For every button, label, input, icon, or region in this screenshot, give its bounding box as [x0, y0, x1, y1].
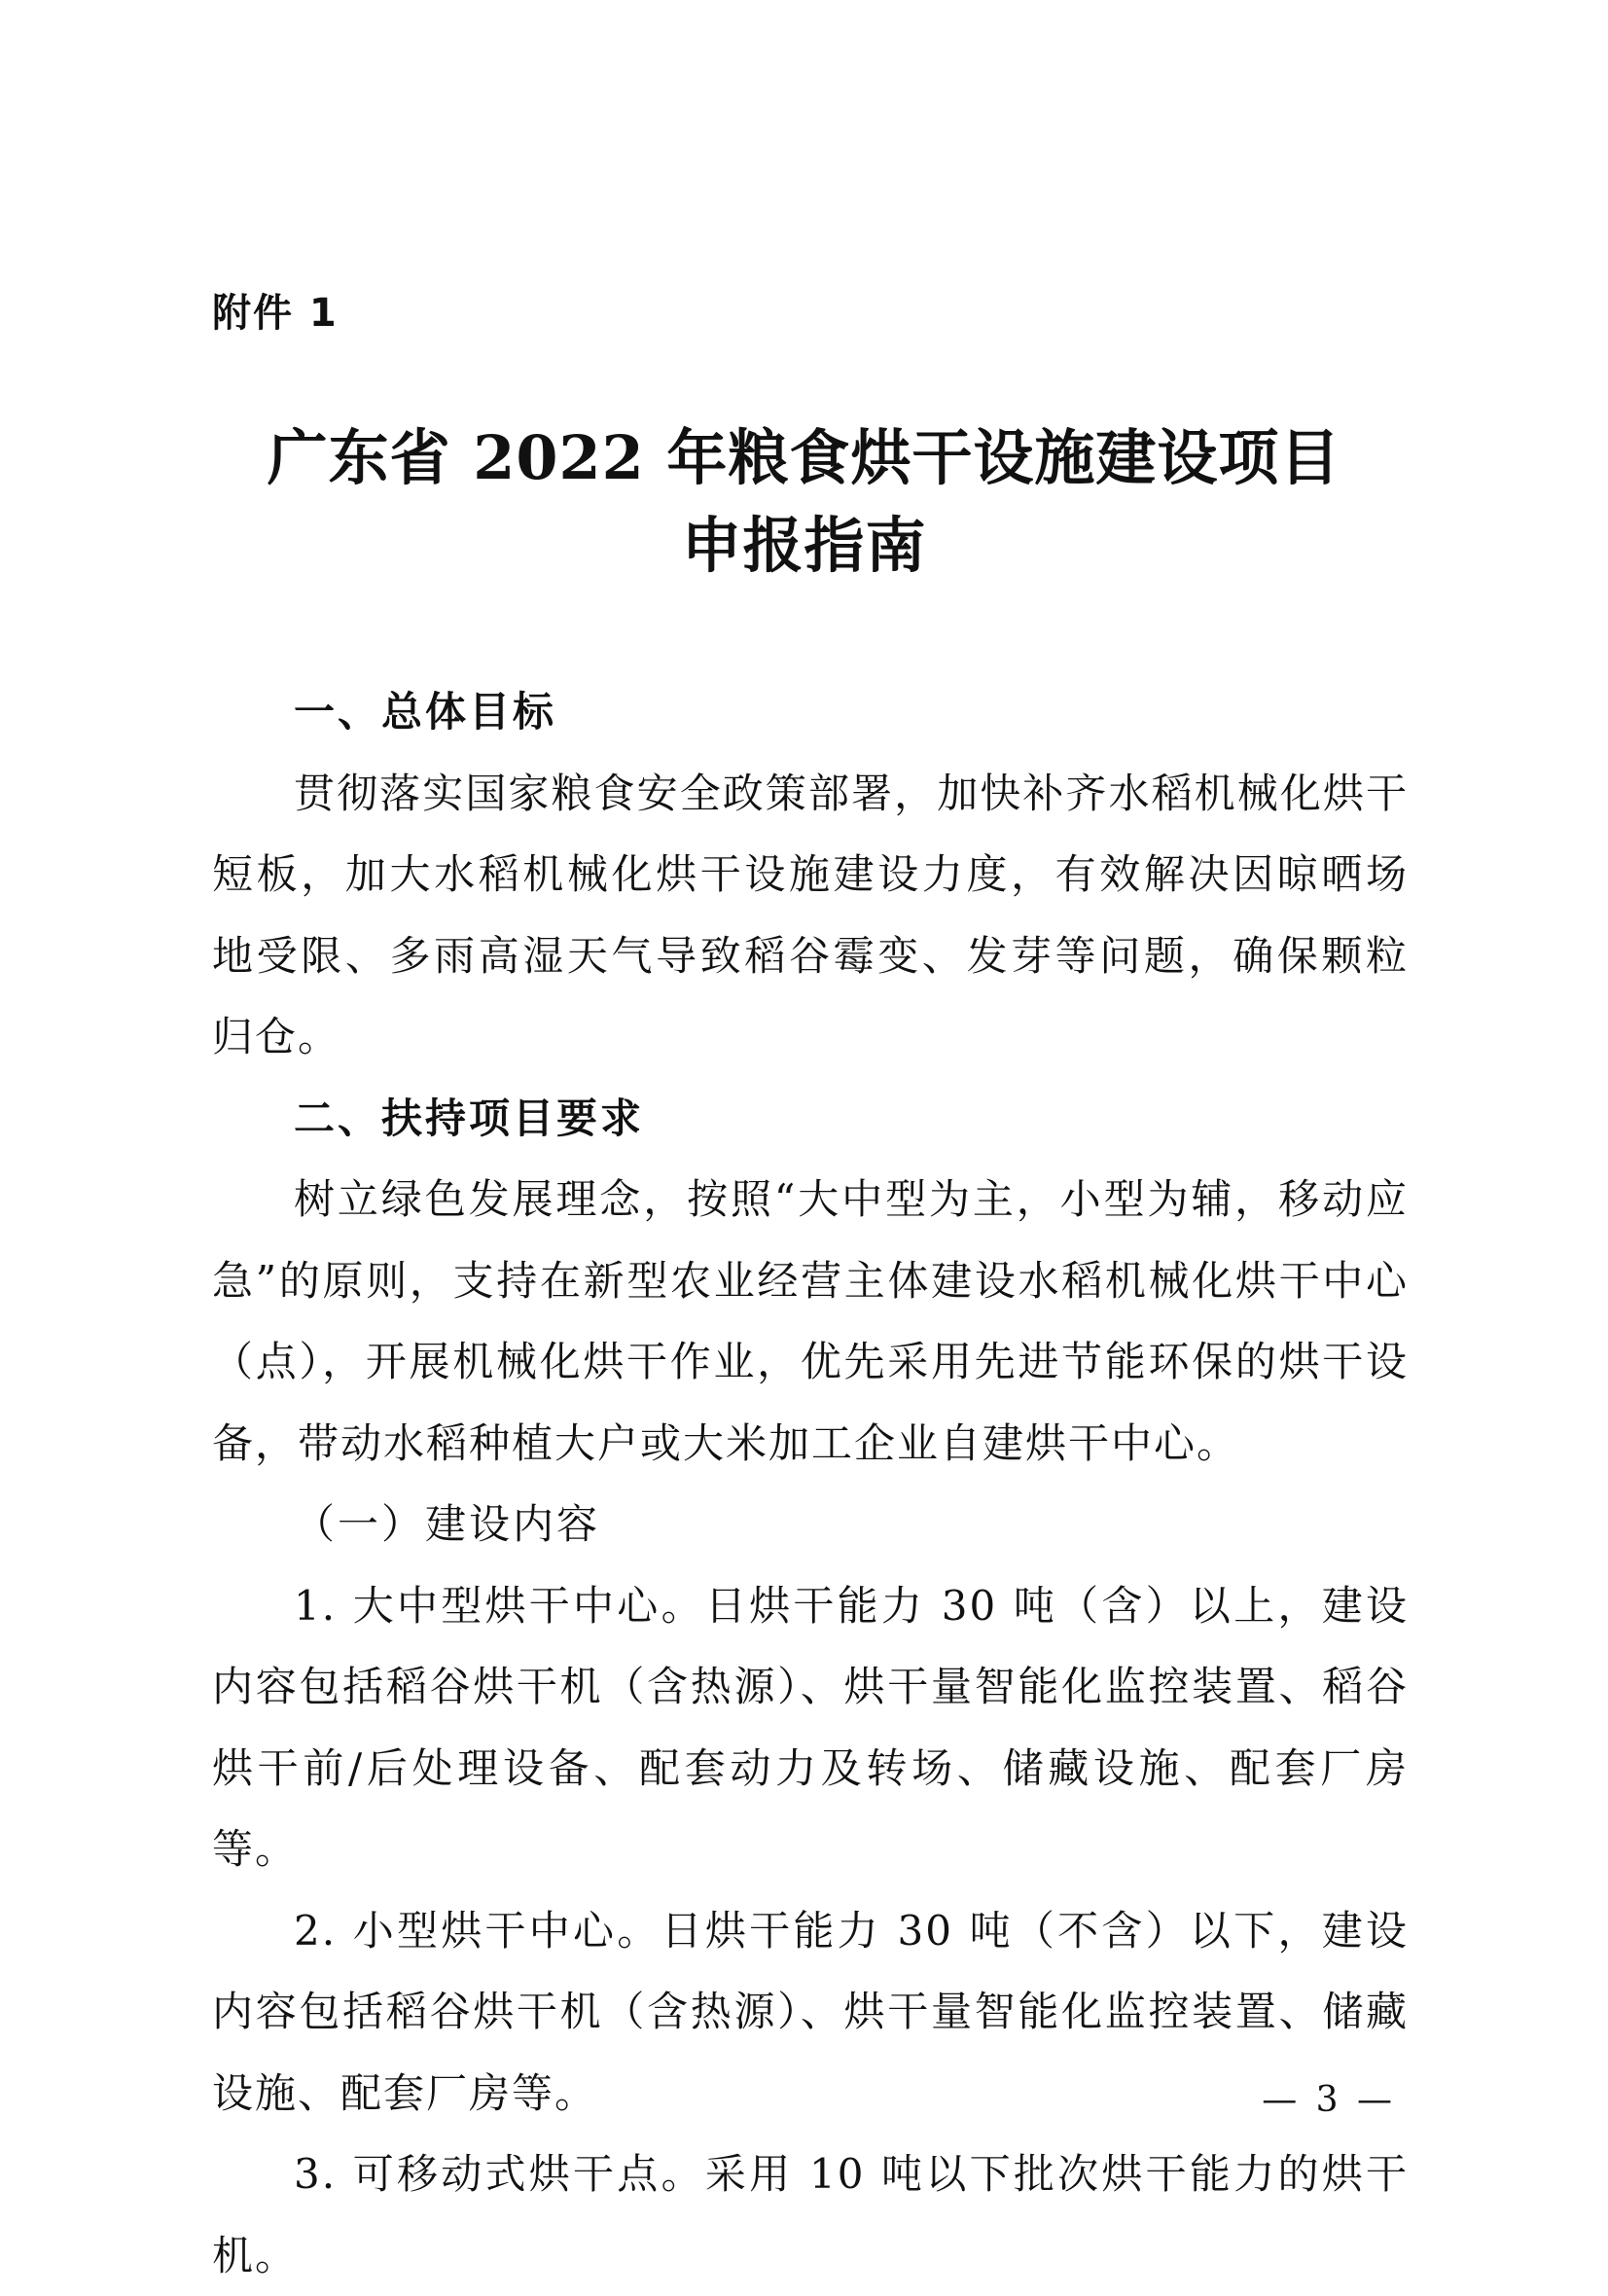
list-item-large-dryer: 1. 大中型烘干中心。日烘干能力 30 吨（含）以上，建设内容包括稻谷烘干机（含热源）、烘干量智能化监控装置、稻谷烘干前/后处理设备、配套动力及转场、储藏设施、配套厂房等。 — [212, 1581, 1409, 1873]
document-title-line2: 申报指南 — [681, 510, 927, 581]
paragraph-support: 树立绿色发展理念，按照“大中型为主，小型为辅，移动应急”的原则，支持在新型农业经营主体建设水稻机械化烘干中心（点），开展机械化烘干作业，优先采用先进节能环保的烘干设备，带动水稻种植大户或大米加工企业自建烘干中心。 — [212, 1175, 1409, 1467]
subheading-construction-content: （一）建设内容 — [294, 1500, 601, 1548]
page-number: — 3 — — [1262, 2080, 1396, 2120]
document-title-line1: 广东省 2022 年粮食烘干设施建设项目 — [267, 422, 1341, 493]
document-body — [212, 671, 1409, 2296]
list-item-small-dryer: 2. 小型烘干中心。日烘干能力 30 吨（不含）以下，建设内容包括稻谷烘干机（含热源）、烘干量智能化监控装置、储藏设施、配套厂房等。 — [212, 1906, 1409, 2117]
section-heading-support: 二、扶持项目要求 — [294, 1094, 645, 1142]
attachment-label: 附件 1 — [212, 291, 339, 336]
list-item-mobile-dryer: 3. 可移动式烘干点。采用 10 吨以下批次烘干能力的烘干机。 — [212, 2150, 1409, 2279]
section-heading-goal: 一、总体目标 — [294, 688, 557, 735]
paragraph-goal: 贯彻落实国家粮食安全政策部署，加快补齐水稻机械化烘干短板，加大水稻机械化烘干设施建设力度，有效解决因晾晒场地受限、多雨高湿天气导致稻谷霉变、发芽等问题，确保颗粒归仓。 — [212, 769, 1409, 1060]
